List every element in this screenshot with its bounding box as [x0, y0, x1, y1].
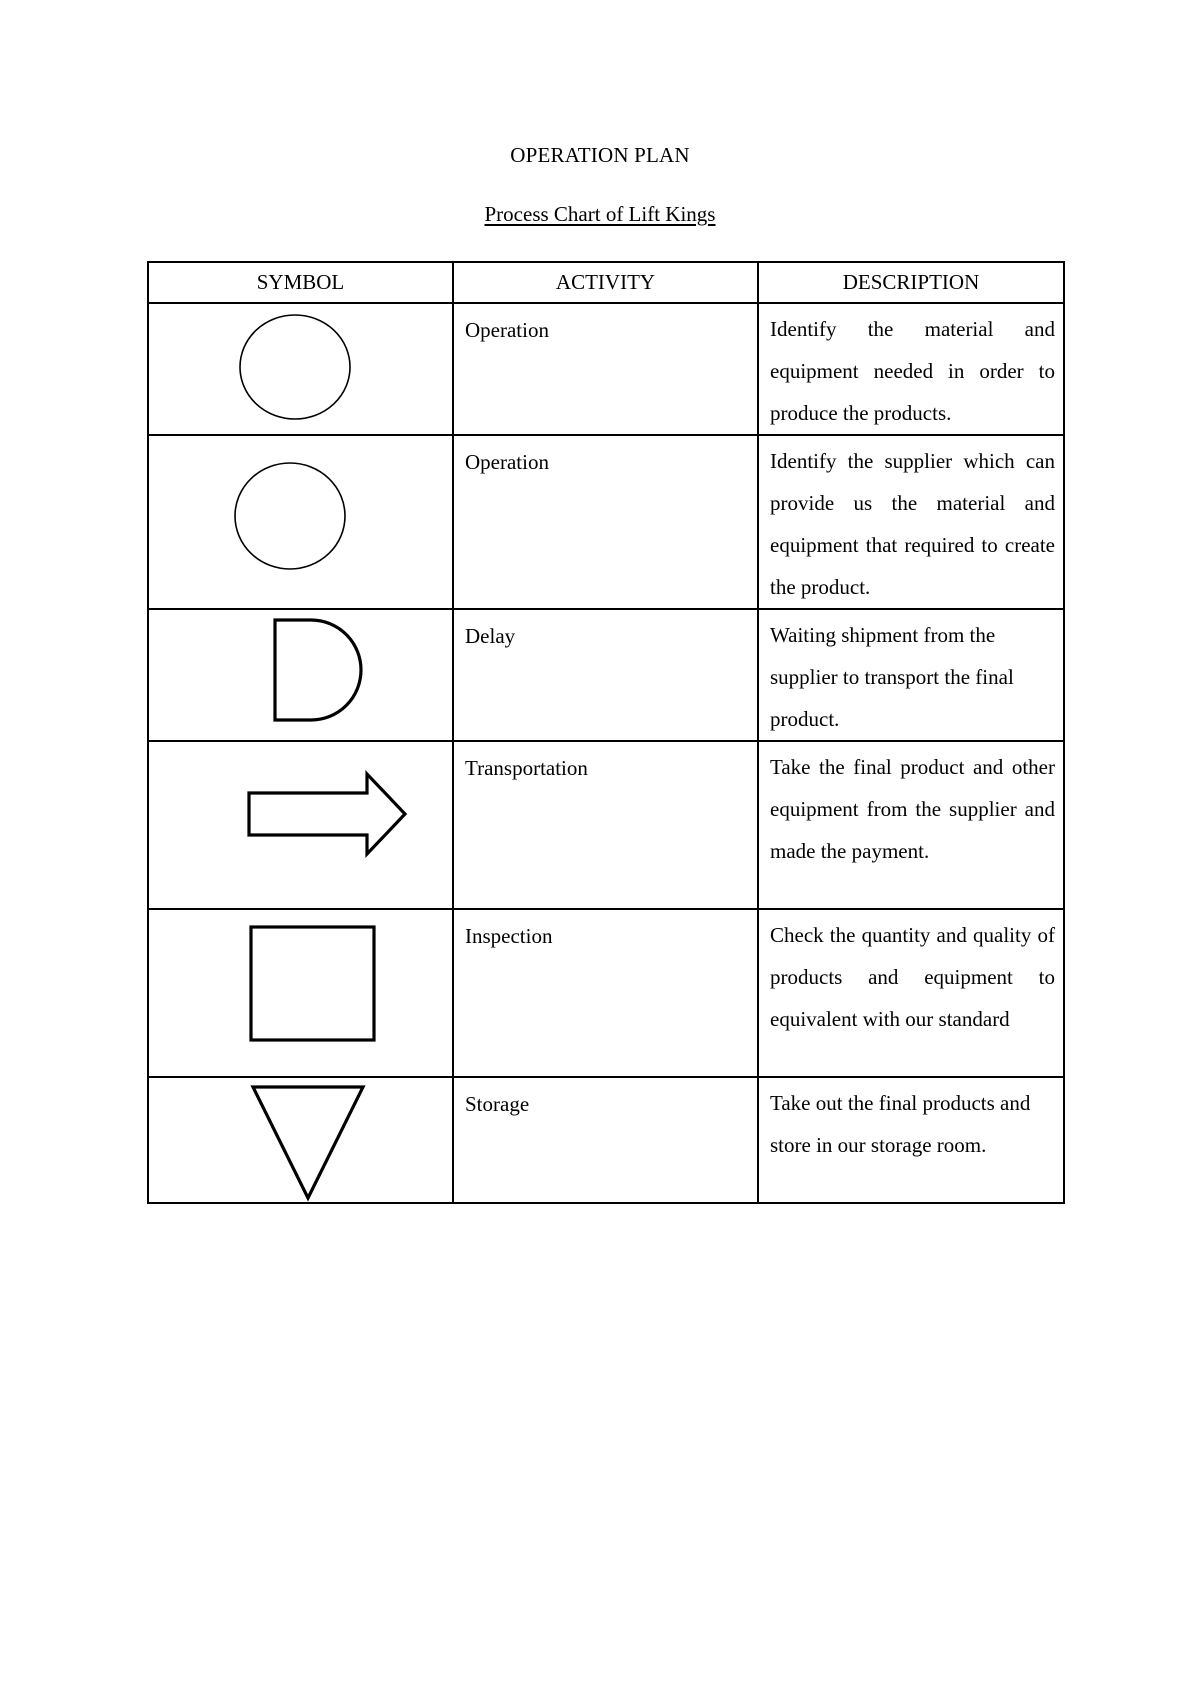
- activity-cell: [453, 303, 758, 435]
- activity-cell: [453, 741, 758, 909]
- activity-cell: [453, 435, 758, 609]
- description-text: Identify the supplier which can provide us the material and equipment that required to create the product.: [770, 449, 1055, 599]
- description-text: Check the quantity and quality of products and equipment to equivalent with our standard: [770, 923, 1055, 1031]
- document-subtitle: [0, 202, 1200, 227]
- activity-label: Transportation: [465, 756, 588, 780]
- description-cell: [758, 909, 1064, 1077]
- description-text: Take the final product and other equipment from the supplier and made the payment.: [770, 755, 1055, 863]
- transportation-arrow-icon: [149, 742, 449, 908]
- process-chart-table: [147, 261, 1065, 1204]
- symbol-cell: [148, 1077, 453, 1203]
- description-cell: [758, 303, 1064, 435]
- description-cell: [758, 741, 1064, 909]
- symbol-cell: [148, 435, 453, 609]
- description-cell: [758, 1077, 1064, 1203]
- description-text: Identify the material and equipment needed in order to produce the products.: [770, 317, 1055, 425]
- activity-label: Storage: [465, 1092, 530, 1116]
- document-title-text: OPERATION PLAN: [510, 143, 690, 167]
- table-row: [148, 435, 1064, 609]
- table-header-row: [148, 262, 1064, 303]
- header-symbol: SYMBOL: [148, 262, 453, 303]
- symbol-cell: [148, 909, 453, 1077]
- operation-circle-icon: [149, 436, 449, 602]
- description-cell: [758, 609, 1064, 741]
- header-activity: ACTIVITY: [453, 262, 758, 303]
- activity-label: Operation: [465, 318, 549, 342]
- symbol-cell: [148, 609, 453, 741]
- symbol-cell: [148, 303, 453, 435]
- symbol-cell: [148, 741, 453, 909]
- activity-cell: [453, 609, 758, 741]
- table-row: [148, 609, 1064, 741]
- description-cell: [758, 435, 1064, 609]
- operation-circle-icon: [149, 304, 449, 429]
- activity-label: Operation: [465, 450, 549, 474]
- table-row: [148, 303, 1064, 435]
- activity-cell: [453, 909, 758, 1077]
- activity-cell: [453, 1077, 758, 1203]
- storage-triangle-icon: [149, 1078, 449, 1202]
- document-subtitle-text: Process Chart of Lift Kings: [484, 202, 716, 226]
- activity-label: Delay: [465, 624, 516, 648]
- table-row: [148, 1077, 1064, 1203]
- activity-label: Inspection: [465, 924, 553, 948]
- description-text: Take out the final products and store in our storage room.: [770, 1091, 1031, 1157]
- table-row: [148, 741, 1064, 909]
- inspection-square-icon: [149, 910, 449, 1076]
- document-title: [0, 143, 1200, 168]
- delay-d-shape-icon: [149, 610, 449, 734]
- table-row: [148, 909, 1064, 1077]
- header-description: DESCRIPTION: [758, 262, 1064, 303]
- description-text: Waiting shipment from the supplier to transport the final product.: [770, 623, 1014, 731]
